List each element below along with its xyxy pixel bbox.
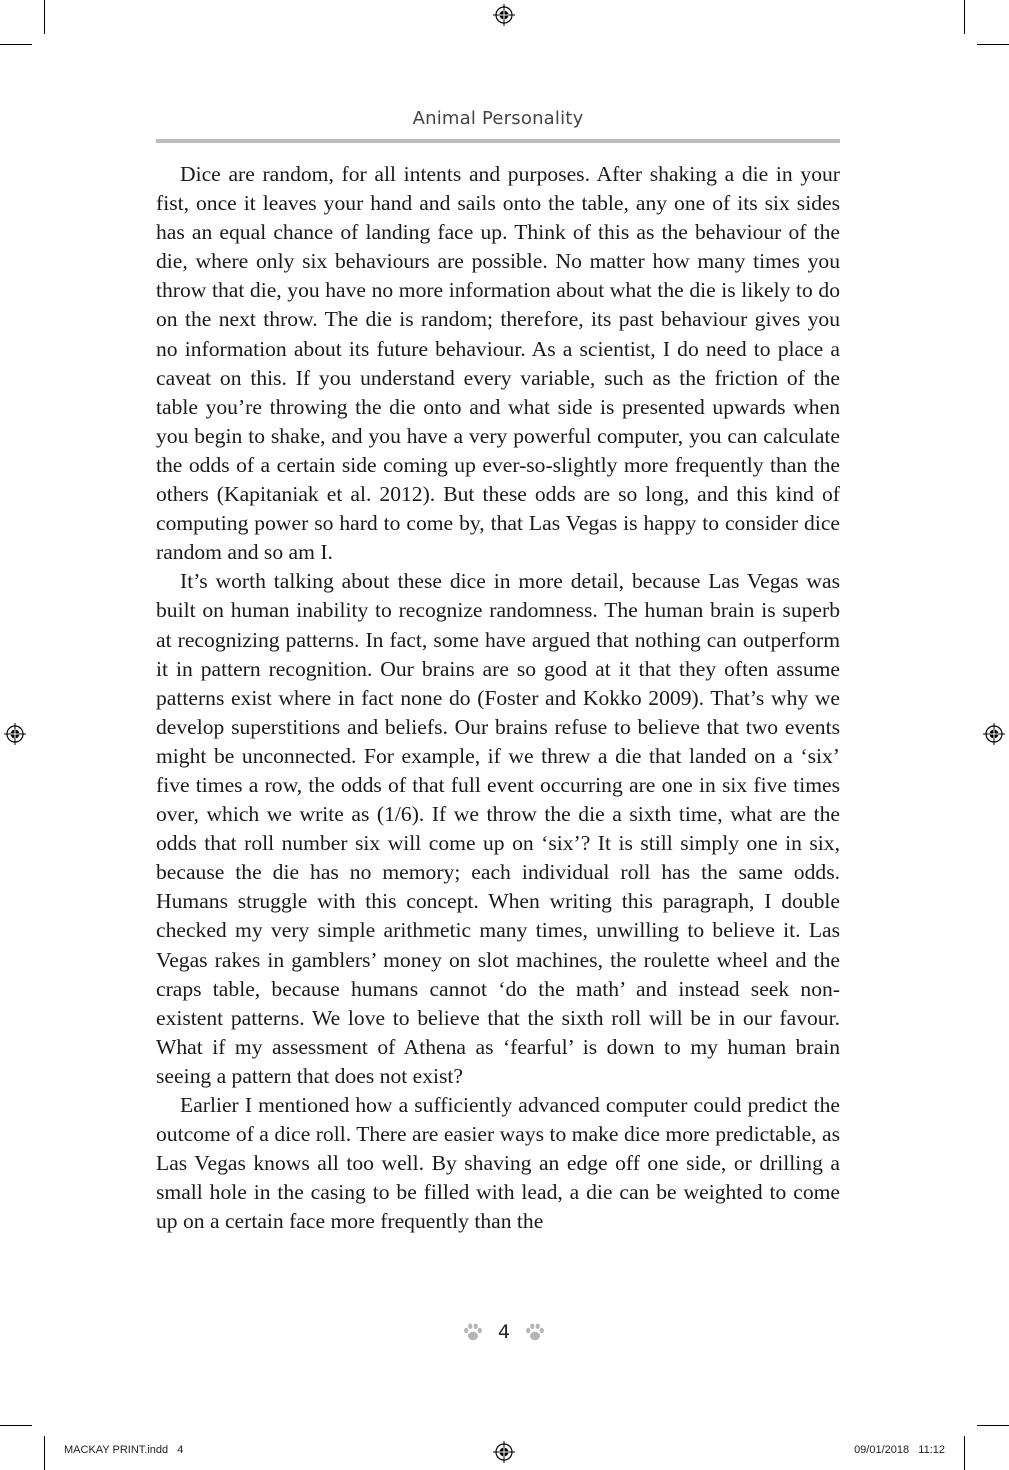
paw-print-icon	[524, 1321, 546, 1343]
crop-mark-top-left	[44, 0, 45, 34]
running-head: Animal Personality	[412, 108, 584, 129]
registration-mark-bottom-icon	[493, 1441, 515, 1463]
crop-mark-bottom-left	[44, 1436, 45, 1470]
crop-mark-bottom-right-h	[977, 1425, 1009, 1426]
registration-mark-top-icon	[493, 4, 515, 26]
crop-mark-top-right-h	[977, 44, 1009, 45]
paragraph-3: Earlier I mentioned how a sufficiently advanced computer could predict the outcome of a dice roll. There are easier ways to make dice more predictable, as Las Vegas knows all too well. By shaving an edge off one side, or drilling a small hole in the casing to be filled with lead, a die can be weighted to come up on a certain face more frequently than the	[156, 1093, 840, 1234]
crop-mark-bottom-left-h	[0, 1425, 32, 1426]
paragraph-1: Dice are random, for all intents and purposes. After shaking a die in your fist, once it leaves your hand and sails onto the table, any one of its six sides has an equal chance of landing face up. Think of this as the behaviour of the die, where only six behaviours are possible. No matter how many times you throw that die, you have no more information about what the die is likely to do on the next throw. The die is random; therefore, its past behaviour gives you no information about its future behaviour. As a scientist, I do need to place a caveat on this. If you understand every variable, such as the friction of the table you’re throwing the die onto and what side is presented upwards when you begin to shake, and you have a very powerful computer, you can calculate the odds of a certain side coming up ever-so-slightly more frequently than the others (Kapitaniak et al. 2012). But these odds are so long, and this kind of computing power so hard to come by, that Las Vegas is happy to consider dice random and so am I.	[156, 162, 840, 565]
slug-file-name: MACKAY PRINT.indd 4	[64, 1444, 184, 1456]
registration-mark-right-icon	[983, 723, 1005, 745]
body-text	[156, 160, 840, 1236]
running-head-rule	[156, 139, 840, 143]
registration-mark-left-icon	[4, 723, 26, 745]
crop-mark-bottom-right	[964, 1436, 965, 1470]
page-number: 4	[497, 1321, 511, 1343]
slug-date-time: 09/01/2018 11:12	[854, 1444, 945, 1456]
paragraph-2: It’s worth talking about these dice in more detail, because Las Vegas was built on human inability to recognize randomness. The human brain is superb at recognizing patterns. In fact, some have argued that nothing can outperform it in pattern recognition. Our brains are so good at it that they often assume patterns exist where in fact none do (Foster and Kokko 2009). That’s why we develop superstitions and beliefs. Our brains refuse to believe that two events might be unconnected. For example, if we threw a die that landed on a ‘six’ five times a row, the odds of that full event occurring are one in six five times over, which we write as (1/6). If we throw the die a sixth time, what are the odds that roll number six will come up on ‘six’? It is still simply one in six, because the die has no memory; each individual roll has the same odds. Humans struggle with this concept. When writing this paragraph, I double checked my very simple arithmetic many times, unwilling to believe it. Las Vegas rakes in gamblers’ money on slot machines, the roulette wheel and the craps table, because humans cannot ‘do the math’ and instead seek non-existent patterns. We love to believe that the sixth roll will be in our favour. What if my assessment of Athena as ‘fearful’ is down to my human brain seeing a pattern that does not exist?	[156, 569, 840, 1088]
paw-print-icon	[462, 1321, 484, 1343]
crop-mark-top-left-h	[0, 44, 32, 45]
crop-mark-top-right	[964, 0, 965, 34]
folio	[404, 1318, 604, 1346]
